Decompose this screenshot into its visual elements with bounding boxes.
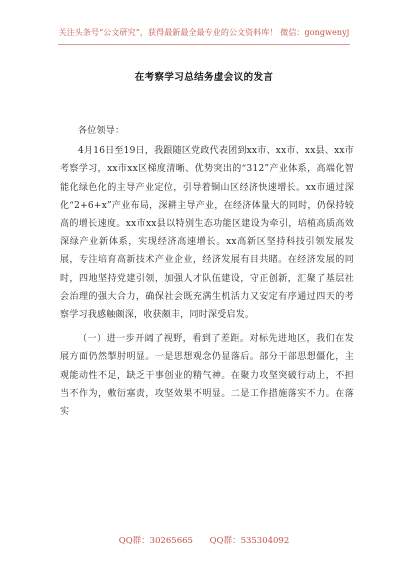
document-title: 在考察学习总结务虚会议的发言 <box>134 72 274 83</box>
header-divider <box>58 44 350 45</box>
body-paragraph-1: 4月16日至19日，我跟随区党政代表团到xx市、xx市、xx县、xx市考察学习，xx市xx区梯度清晰、优势突出的“312”产业体系，高端化智能化绿色化的主导产业定位，引导着铜山区经济快速增长。xx市通过深化“2+6+x”产业布局，深耕主导产业，在经济体量大的同时，仍保持较高的增长速度。xx市xx县以特别生态功能区建设为牵引，培植高质高效深绿产业新体系，实现经济高速增长。xx高新区坚持科技引领发展发展，专注培育高新技术产业企业，经济发展有目共睹。在经济发展的同时，四地坚持党建引领，加强人才队伍建设，守正创新，汇聚了基层社会治理的强大合力，确保社会既充满生机活力又安定有序通过四天的考察学习我感触颇深，收获颇丰，同时深受启发。 <box>60 146 354 321</box>
document-body <box>60 122 354 421</box>
salutation: 各位领导： <box>78 126 125 136</box>
footer <box>0 536 408 547</box>
header-banner: 关注头条号“公文研究”，获得最新最全最专业的公文资料库！ 微信：gongwenyj <box>58 28 350 37</box>
footer-qq-group-2: QQ群：535304092 <box>209 536 290 546</box>
footer-qq-group-1: QQ群：30265665 <box>118 536 193 546</box>
body-paragraph-2: （一）进一步开阔了视野，看到了差距。对标先进地区，我们在发展方面仍然掣肘明显。一是思想观念仍显落后。部分干部思想僵化，主观能动性不足，缺乏干事创业的精气神。在聚力攻坚突破行动上，不担当不作为，敷衍塞责，攻坚效果不明显。二是工作措施落实不力。在落实 <box>60 334 354 418</box>
